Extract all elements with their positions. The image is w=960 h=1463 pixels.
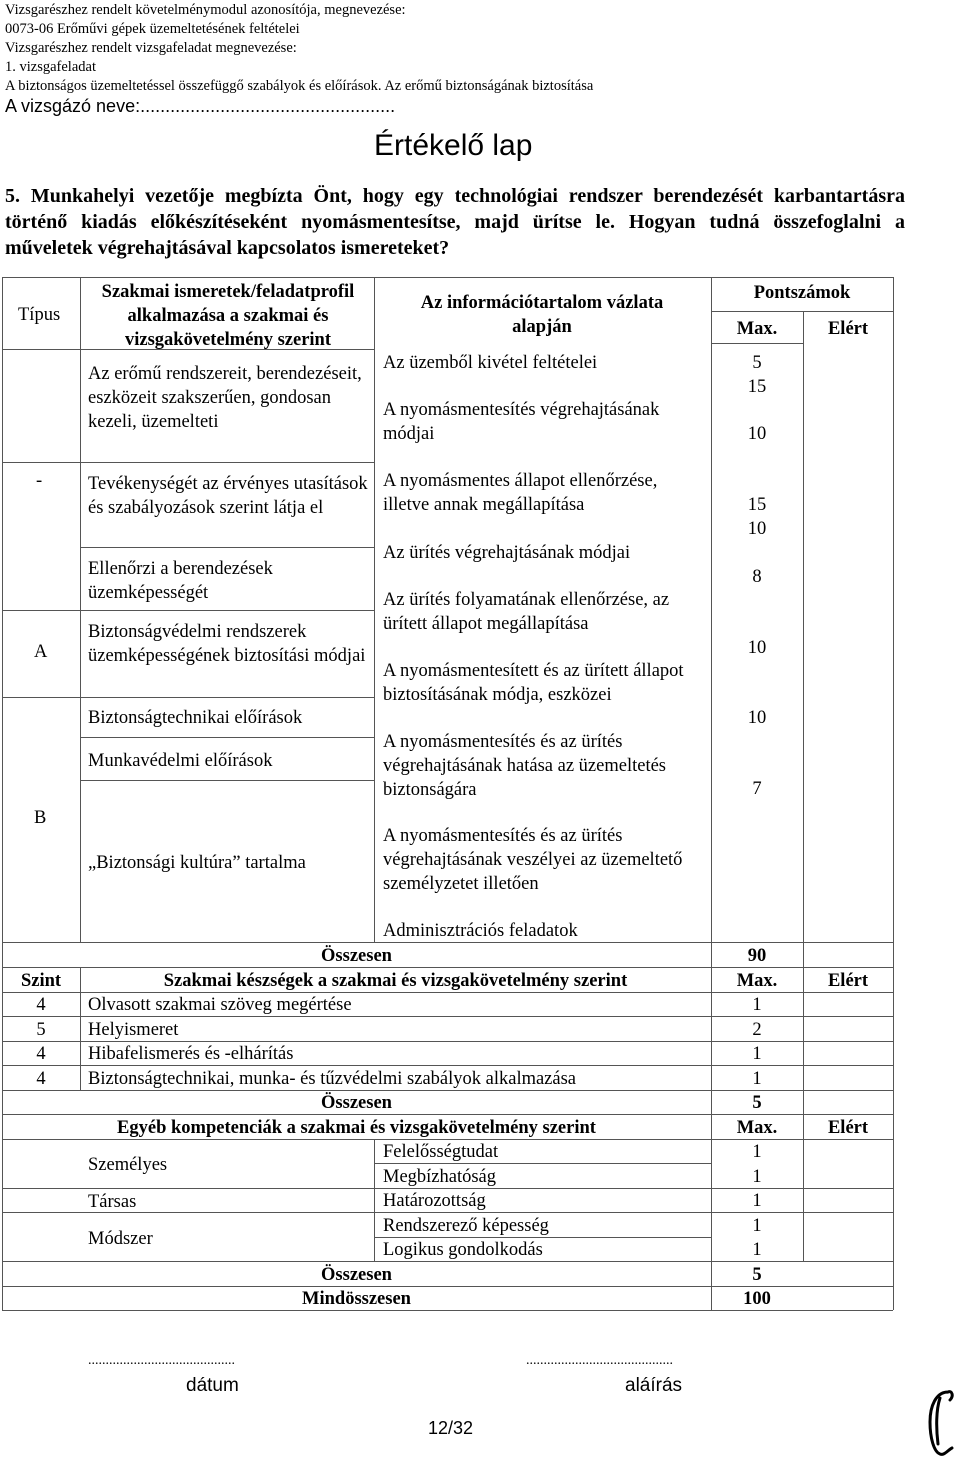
info-item: A nyomásmentesítés és az ürítés végrehajtásának hatása az üzemeltetés biztonságára <box>383 732 666 800</box>
competency-item: Rendszerező képesség <box>383 1216 549 1236</box>
col-max-header: Max. <box>736 971 778 991</box>
max-value: 5 <box>752 353 762 373</box>
type-dash: - <box>36 471 43 491</box>
skill-max: 2 <box>752 1020 762 1040</box>
competency-max: 1 <box>752 1142 762 1162</box>
profile-item: Munkavédelmi előírások <box>88 751 273 771</box>
profile-item: Biztonságvédelmi rendszerek üzemképességének biztosítási módjai <box>88 622 366 666</box>
table3-sum-value: 5 <box>752 1265 762 1285</box>
profile-item: Az erőmű rendszereit, berendezéseit, eszközeit szakszerűen, gondosan kezeli, üzemelteti <box>88 364 362 432</box>
header-task-title: A biztonságos üzemeltetéssel összefüggő szabályok és előírások. Az erőmű biztonságának biztosítása <box>5 78 594 94</box>
profile-item: „Biztonsági kultúra” tartalma <box>88 853 306 873</box>
question-text: 5. Munkahelyi vezetője megbízta Önt, hogy egy technológiai rendszer berendezését karbantartásra történő kiadás előkészítéseként nyomásmentesítse, majd ürítse le. Hogyan tudná összefoglalni a műveletek végrehajtásával kapcsolatos ismereteket? <box>5 185 905 259</box>
header-module-label: Vizsgarészhez rendelt követelménymodul azonosítója, megnevezése: <box>5 2 406 18</box>
type-a: A <box>34 642 48 662</box>
skill-level: 4 <box>36 1044 46 1064</box>
max-value: 15 <box>747 495 767 515</box>
col-max-header: Max. <box>736 1118 778 1138</box>
competency-item: Megbízhatóság <box>383 1167 497 1187</box>
table1-sum-label: Összesen <box>321 946 392 966</box>
col-achieved-header: Elért <box>827 1118 869 1138</box>
header-task-label: Vizsgarészhez rendelt vizsgafeladat megnevezése: <box>5 40 297 56</box>
col-achieved-header: Elért <box>827 319 869 339</box>
signature-line: .......................................... <box>526 1353 673 1368</box>
grand-total-label: Mindösszesen <box>302 1289 411 1309</box>
col-level-header: Szint <box>20 971 62 991</box>
skill-max: 1 <box>752 995 762 1015</box>
skill-level: 4 <box>36 995 46 1015</box>
skill-name: Olvasott szakmai szöveg megértése <box>88 995 352 1015</box>
skill-name: Biztonságtechnikai, munka- és tűzvédelmi szabályok alkalmazása <box>88 1069 577 1089</box>
info-item: A nyomásmentesítés és az ürítés végrehajtásának veszélyei az üzemeltető személyzetet illetően <box>383 826 683 894</box>
max-value: 10 <box>747 638 767 658</box>
signature-label: aláírás <box>625 1375 683 1396</box>
col-skill-header: Szakmai készségek a szakmai és vizsgakövetelmény szerint <box>163 971 628 991</box>
max-value: 10 <box>747 708 767 728</box>
info-item: Az üzemből kivétel feltételei <box>383 353 598 373</box>
skill-name: Hibafelismerés és -elhárítás <box>88 1044 294 1064</box>
competency-item: Logikus gondolkodás <box>383 1240 543 1260</box>
examinee-name-field: A vizsgázó neve:................................................... <box>5 96 396 116</box>
competency-group: Társas <box>88 1192 137 1212</box>
max-value: 15 <box>747 377 767 397</box>
page-number: 12/32 <box>428 1418 474 1438</box>
col-points-header: Pontszámok <box>753 283 851 303</box>
competency-max: 1 <box>752 1167 762 1187</box>
competency-item: Határozottság <box>383 1191 486 1211</box>
col-info-header: Az információtartalom vázlata alapján <box>420 293 664 337</box>
info-item: A nyomásmentes állapot ellenőrzése, illetve annak megállapítása <box>383 471 658 515</box>
handwritten-mark-icon <box>918 1388 958 1460</box>
info-item: A nyomásmentesítés végrehajtásának módjai <box>383 400 660 444</box>
max-value: 10 <box>747 519 767 539</box>
skill-level: 4 <box>36 1069 46 1089</box>
info-item: Adminisztrációs feladatok <box>383 921 578 941</box>
col-achieved-header: Elért <box>827 971 869 991</box>
page-title: Értékelő lap <box>374 129 533 162</box>
competencies-header: Egyéb kompetenciák a szakmai és vizsgakövetelmény szerint <box>117 1118 596 1138</box>
header-module-id: 0073-06 Erőművi gépek üzemeltetésének feltételei <box>5 21 300 37</box>
max-value: 10 <box>747 424 767 444</box>
competency-group: Személyes <box>88 1155 168 1175</box>
col-type-header: Típus <box>18 305 61 325</box>
info-item: A nyomásmentesített és az ürített állapot biztosításának módja, eszközei <box>383 661 684 705</box>
skill-level: 5 <box>36 1020 46 1040</box>
competency-max: 1 <box>752 1240 762 1260</box>
competency-max: 1 <box>752 1216 762 1236</box>
table1-sum-value: 90 <box>747 946 767 966</box>
skill-name: Helyismeret <box>88 1020 179 1040</box>
grand-total-value: 100 <box>743 1289 771 1309</box>
competency-item: Felelősségtudat <box>383 1142 499 1162</box>
table3-sum-label: Összesen <box>321 1265 392 1285</box>
date-label: dátum <box>186 1375 239 1396</box>
date-line: .......................................... <box>88 1353 235 1368</box>
competency-group: Módszer <box>88 1229 153 1249</box>
competency-max: 1 <box>752 1191 762 1211</box>
profile-item: Tevékenységét az érvényes utasítások és szabályozások szerint látja el <box>88 474 368 518</box>
col-max-header: Max. <box>736 319 778 339</box>
info-item: Az ürítés végrehajtásának módjai <box>383 543 631 563</box>
col-profile-header: Szakmai ismeretek/feladatprofil alkalmazása a szakmai és vizsgakövetelmény szerint <box>101 282 355 350</box>
max-value: 7 <box>752 779 762 799</box>
table2-sum-value: 5 <box>752 1093 762 1113</box>
max-value: 8 <box>752 567 762 587</box>
profile-item: Biztonságtechnikai előírások <box>88 708 303 728</box>
table2-sum-label: Összesen <box>321 1093 392 1113</box>
header-task-number: 1. vizsgafeladat <box>5 59 96 75</box>
type-b: B <box>34 808 47 828</box>
profile-item: Ellenőrzi a berendezések üzemképességét <box>88 559 273 603</box>
info-item: Az ürítés folyamatának ellenőrzése, az ürített állapot megállapítása <box>383 590 670 634</box>
skill-max: 1 <box>752 1069 762 1089</box>
skill-max: 1 <box>752 1044 762 1064</box>
